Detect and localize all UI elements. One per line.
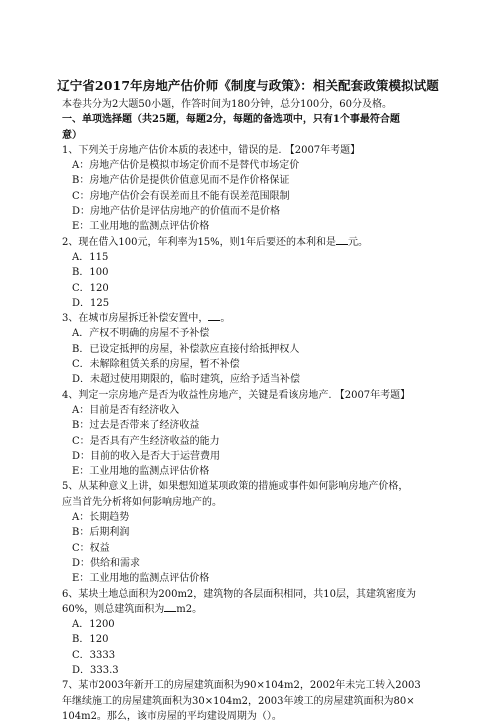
answer-option: C：房地产估价会有误差而且不能有误差范围限制: [72, 190, 290, 202]
answer-option: B．已设定抵押的房屋，补偿款应直接付给抵押权人: [72, 343, 300, 355]
question-2: [62, 235, 442, 311]
answer-option: B．120: [72, 634, 109, 646]
question-5: [62, 479, 442, 586]
question-stem-text: 3、在城市房屋拆迁补偿安置中，: [62, 313, 209, 325]
exam-intro: 本卷共分为2大题50小题，作答时间为180分钟，总分100分，60分及格。: [62, 99, 392, 110]
answer-option: B．100: [72, 267, 109, 279]
answer-option: B：后期利润: [72, 527, 130, 539]
answer-option: D：供给和需求: [72, 557, 141, 569]
answer-option: A：目前是否有经济收入: [72, 404, 180, 416]
question-6: [62, 587, 442, 679]
page-title: 辽宁省2017年房地产估价师《制度与政策》：相关配套政策模拟试题: [57, 78, 439, 93]
answer-option: C．120: [72, 282, 109, 294]
question-7: [62, 678, 442, 724]
answer-blank: [208, 311, 220, 321]
answer-option: C：是否具有产生经济收益的能力: [72, 435, 220, 447]
answer-option: A：房地产估价是模拟市场定价而不是替代市场定价: [72, 160, 300, 172]
answer-option: D．333.3: [72, 664, 119, 676]
answer-option: E：工业用地的监测点评估价格: [72, 221, 210, 233]
section-heading-cont: 意）: [62, 129, 82, 141]
question-stem: 5、从某种意义上讲，如果想知道某项政策的措施或事件如何影响房地产价格，: [62, 481, 409, 493]
question-stem: 4、判定一宗房地产是否为收益性房地产，关键是看该房地产. 【2007年考题】: [62, 389, 411, 401]
answer-option: C．未解除租赁关系的房屋，暂不补偿: [72, 359, 240, 371]
question-stem-suffix: m2。: [176, 603, 203, 615]
answer-option: A．115: [72, 251, 109, 263]
question-stem-text: 2、现在借入100元，年利率为15%，则1年后要还的本利和是: [62, 236, 337, 248]
answer-option: E：工业用地的监测点评估价格: [72, 573, 210, 585]
question-stem-cont: 年继续施工的房屋建筑面积为30×104m2，2003年竣工的房屋建筑面积为80×: [62, 695, 415, 707]
answer-option: D：房地产估价是评估房地产的价值而不是价格: [72, 206, 281, 218]
question-stem: [62, 235, 442, 250]
answer-option: A：长期趋势: [72, 512, 130, 524]
question-stem: 7、某市2003年新开工的房屋建筑面积为90×104m2，2002年未完工转入2003: [62, 680, 421, 692]
answer-blank: [336, 235, 348, 245]
question-stem-suffix: 元。: [348, 236, 369, 248]
answer-option: D．未超过使用期限的，临时建筑，应给予适当补偿: [72, 374, 301, 386]
question-stem-cont: 104m2。那么，该市房屋的平均建设周期为（）。: [62, 710, 282, 722]
question-stem: [62, 311, 442, 326]
answer-option: D：目前的收入是否大于运营费用: [72, 450, 221, 462]
answer-option: D．125: [72, 297, 110, 309]
section-heading: 一、单项选择题（共25题，每题2分，每题的备选项中，只有1个事最符合题: [62, 114, 400, 126]
question-stem-cont: 应当首先分析将如何影响房地产的。: [62, 496, 222, 508]
answer-option: B：房地产估价是提供价值意见而不是作价格保证: [72, 175, 290, 187]
question-4: [62, 388, 442, 480]
question-stem: 1、下列关于房地产估价本质的表述中，错误的是. 【2007年考题】: [62, 144, 361, 156]
answer-blank: [164, 602, 176, 612]
question-1: [62, 143, 442, 235]
question-stem-text: 60%，则总建筑面积为: [62, 603, 165, 615]
answer-option: A．1200: [72, 619, 115, 631]
answer-option: C．3333: [72, 649, 116, 661]
answer-option: B：过去是否带来了经济收益: [72, 420, 200, 432]
question-stem: 6、某块土地总面积为200m2，建筑物的各层面积相同，共10层，其建筑密度为: [62, 588, 417, 600]
answer-option: E：工业用地的监测点评估价格: [72, 466, 210, 478]
answer-option: A．产权不明确的房屋不予补偿: [72, 328, 210, 340]
answer-option: C：权益: [72, 542, 110, 554]
question-stem-cont: [62, 602, 442, 617]
exam-content: [62, 97, 442, 724]
question-3: [62, 311, 442, 387]
question-stem-suffix: 。: [220, 313, 231, 325]
